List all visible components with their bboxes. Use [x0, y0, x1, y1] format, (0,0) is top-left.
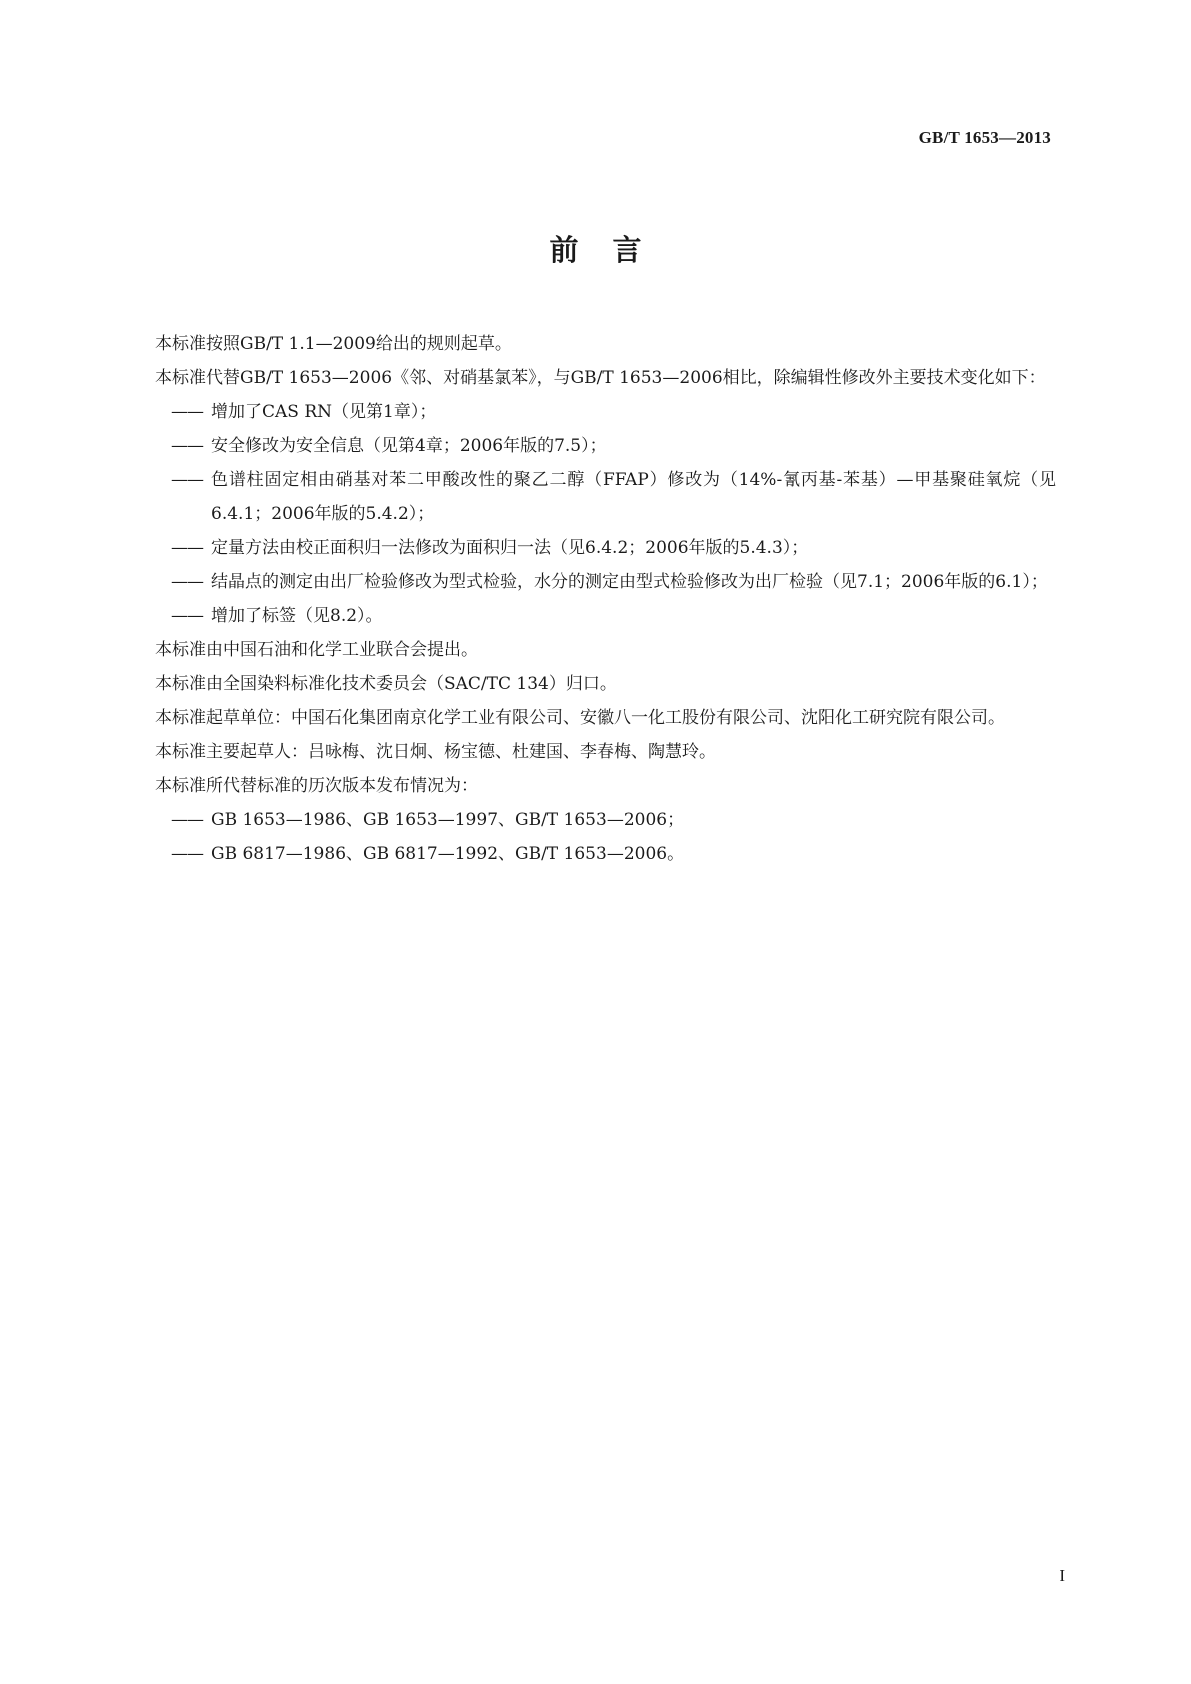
dash-marker: —— — [171, 402, 203, 422]
list-item-text: 增加了标签（见8.2）。 — [211, 606, 383, 626]
list-item — [121, 565, 1056, 599]
list-item-text: GB 6817—1986、GB 6817—1992、GB/T 1653—2006。 — [211, 844, 685, 864]
list-item-text: 色谱柱固定相由硝基对苯二甲酸改性的聚乙二醇（FFAP）修改为（14%-氰丙基-苯基）—甲基聚硅氧烷（见6.4.1；2006年版的5.4.2）； — [211, 470, 1056, 524]
list-item — [121, 803, 1056, 837]
dash-marker: —— — [171, 844, 203, 864]
list-item — [121, 599, 1056, 633]
paragraph-drafting-units: 本标准起草单位：中国石化集团南京化学工业有限公司、安徽八一化工股份有限公司、沈阳化工研究院有限公司。 — [155, 708, 1005, 728]
dash-marker: —— — [171, 436, 203, 456]
paragraph-drafters: 本标准主要起草人：吕咏梅、沈日炯、杨宝德、杜建国、李春梅、陶慧玲。 — [155, 742, 716, 762]
dash-marker: —— — [171, 538, 203, 558]
page-number: I — [1059, 1566, 1065, 1585]
list-item — [121, 395, 1056, 429]
paragraph-proposer: 本标准由中国石油和化学工业联合会提出。 — [155, 640, 478, 660]
dash-marker: —— — [171, 606, 203, 626]
page-title: 前言 — [549, 233, 676, 267]
list-item-text: 增加了CAS RN（见第1章）； — [211, 402, 437, 422]
dash-marker: —— — [171, 470, 203, 490]
history-list — [121, 803, 1056, 871]
changes-list — [121, 395, 1056, 633]
list-item — [121, 429, 1056, 463]
list-item — [121, 837, 1056, 871]
dash-marker: —— — [171, 572, 203, 592]
paragraph-drafting-rules: 本标准按照GB/T 1.1—2009给出的规则起草。 — [155, 334, 512, 354]
list-item-text: 定量方法由校正面积归一法修改为面积归一法（见6.4.2；2006年版的5.4.3）； — [211, 538, 809, 558]
list-item-text: GB 1653—1986、GB 1653—1997、GB/T 1653—2006； — [211, 810, 685, 830]
dash-marker: —— — [171, 810, 203, 830]
list-item-text: 结晶点的测定由出厂检验修改为型式检验，水分的测定由型式检验修改为出厂检验（见7.1；2006年版的6.1）； — [211, 572, 1048, 592]
paragraph-replacement-statement: 本标准代替GB/T 1653—2006《邻、对硝基氯苯》，与GB/T 1653—2006相比，除编辑性修改外主要技术变化如下： — [155, 368, 1046, 388]
standard-code: GB/T 1653—2013 — [918, 128, 1051, 147]
paragraph-history-intro: 本标准所代替标准的历次版本发布情况为： — [155, 776, 478, 796]
list-item — [121, 531, 1056, 565]
list-item — [121, 463, 1056, 531]
paragraph-committee: 本标准由全国染料标准化技术委员会（SAC/TC 134）归口。 — [155, 674, 617, 694]
foreword-body — [121, 327, 1056, 871]
list-item-text: 安全修改为安全信息（见第4章；2006年版的7.5）； — [211, 436, 607, 456]
